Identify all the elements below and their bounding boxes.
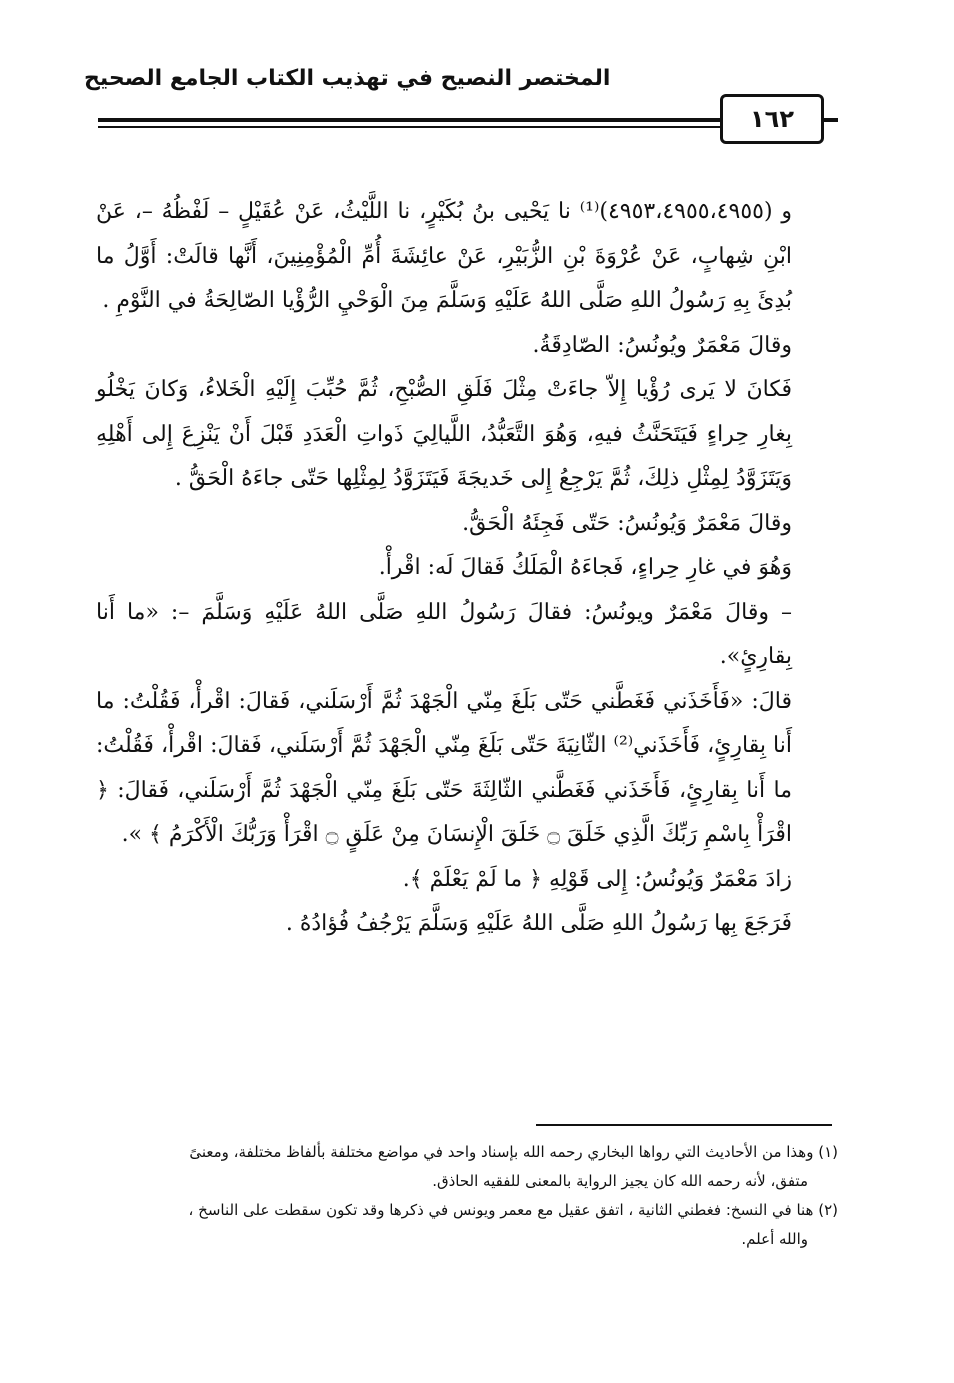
main-text [96,190,838,947]
paragraph-mamar-yunus-2: وقالَ مَعْمَرٌ وَيُونُسُ: حَتّى فَجِئَهُ الْحَقُّ. [462,510,792,536]
header-rule-thick [98,118,730,122]
running-header-title: المختصر النصيح في تهذيب الكتاب الجامع الصحيح [84,66,611,91]
paragraph-narration-4: فَرَجَعَ بِها رَسُولُ اللهِ صَلَّى اللهُ عَلَيْهِ وَسَلَّمَ يَرْجُفُ فُؤادُهُ . [285,911,792,936]
header-rule-thin [98,126,730,128]
paragraph-narration-2: وَهُوَ في غارِ حِراءٍ، فَجاءَهُ الْمَلَكُ فَقالَ لَه: اقْرأْ. [378,555,792,580]
page-number: ١٦٢ [720,94,824,144]
paragraph-mamar-yunus-1: وقالَ مَعْمَرٌ ويُونُسُ: الصّادِقَةُ. [532,332,792,358]
footnote-separator [536,1124,832,1126]
paragraph-narration-3: قالَ: «فَأَخَذَني فَغَطَّني حَتّى بَلَغَ مِنّي الْجَهْدَ ثُمَّ أَرْسَلَني، فَقالَ: اقْرأْ، فَقُلْتُ: ما أَنا بِقارِئٍ، فَأَخَذَني⁽²⁾ الثّانِيَةَ حَتّى بَلَغَ مِنّي الْجَهْدَ ثُمَّ أَرْسَلَني، فَقالَ: اقْرأْ، فَقُلْتُ: ما أَنا بِقارِئٍ، فَأَخَذَني فَغَطَّني الثّالِثَةَ حَتّى بَلَغَ مِنّي الْجَهْدَ ثُمَّ أَرْسَلَني، فَقالَ: ﴿ اقْرَأْ بِاسْمِ رَبِّكَ الَّذِي خَلَقَ ۝ خَلَقَ الْإِنسَانَ مِنْ عَلَقٍ ۝ اقْرَأْ وَرَبُّكَ الْأَكْرَمُ ﴾ ». [96,688,792,847]
paragraph-hadith-isnad: و (٤٩٥٣،٤٩٥٥،٤٩٥٥)⁽¹⁾ نا يَحْيى بنُ بُكَيْرٍ، نا اللَّيْثُ، عَنْ عُقَيْلٍ – لَفْظُهُ –، عَنْ ابْنِ شِهابٍ، عَنْ عُرْوَةَ بْنِ الزُّبَيْرِ، عَنْ عائِشَةَ أُمِّ الْمُؤْمِنِينَ، أَنَّها قالَتْ: أَوَّلُ ما بُدِئَ بِهِ رَسُولُ اللهِ صَلَّى اللهُ عَلَيْهِ وَسَلَّمَ مِنَ الْوَحْيِ الرُّؤْيا الصّالِحَةُ في النَّوْمِ . [96,199,793,313]
footnote-2-line-1: (٢) هنا في النسخ: فغطني الثانية ، اتفق عقيل مع معمر ويونس في ذكرها وقد تكون سقطت على الناسخ ، [188,1201,838,1219]
footnote-1-line-2: متفق، لأنه رحمه الله كان يجيز الرواية بالمعنى للفقيه الحاذق. [432,1172,808,1190]
paragraph-mamar-yunus-3: – وقالَ مَعْمَرٌ ويونُسُ: فقالَ رَسُولُ اللهِ صَلَّى اللهُ عَلَيْهِ وَسَلَّمَ –: «ما أَنا بِقارِئٍ». [96,599,792,669]
paragraph-narration-1: فَكانَ لا يَرى رُؤْيا إِلاّ جاءَتْ مِثْلَ فَلَقِ الصُّبْحِ، ثُمَّ حُبِّبَ إِلَيْهِ الْخَلاءُ، وَكانَ يَخْلُو بِغارِ حِراءٍ فَيَتَحَنَّثُ فيهِ، وَهُوَ التَّعَبُّدُ، اللَّيالِيَ ذَواتِ الْعَدَدِ قَبْلَ أَنْ يَنْزِعَ إِلى أَهْلِهِ وَيَتَزَوَّدُ لِمِثْلِ ذلِكَ، ثُمَّ يَرْجِعُ إِلى خَديجَةَ فَيَتَزَوَّدُ لِمِثْلِها حَتّى جاءَهُ الْحَقُّ . [96,377,792,491]
paragraph-mamar-yunus-4: زادَ مَعْمَرٌ وَيُونُسُ: إِلى قَوْلِهِ ﴿ ما لَمْ يَعْلَمْ ﴾. [402,866,792,892]
footnotes [96,1138,838,1254]
footnote-1-line-1: (١) وهذا من الأحاديث التي رواها البخاري رحمه الله بإسناد واحد في مواضع مختلفة بألفاظ مختلفة، ومعنىً [189,1143,838,1161]
footnote-2-line-2: والله أعلم. [741,1230,808,1248]
